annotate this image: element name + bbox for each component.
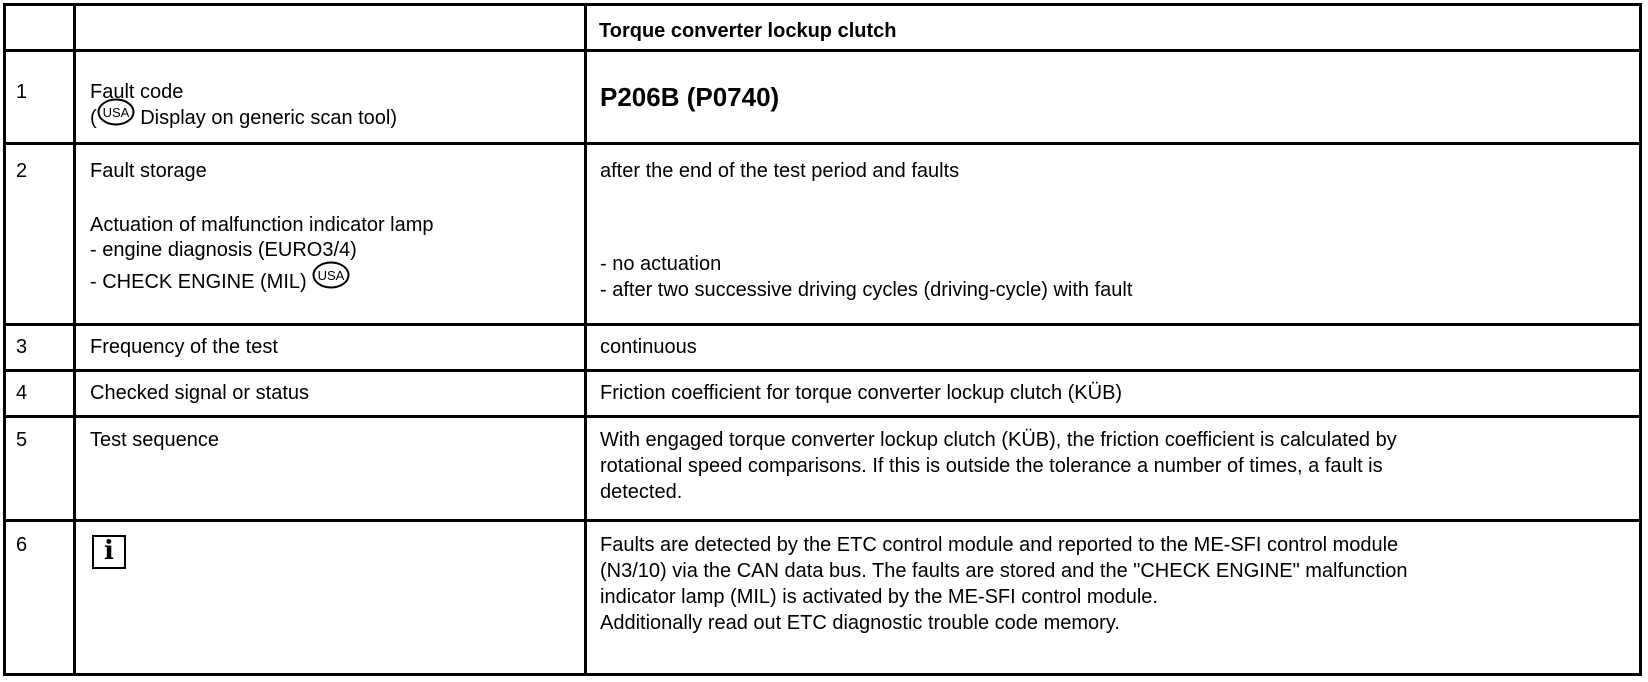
row-divider	[6, 415, 1639, 418]
fault-storage-label: Fault storage	[90, 160, 207, 182]
check-engine-text: - CHECK ENGINE (MIL)	[90, 271, 307, 293]
fault-code-label: Fault code	[90, 81, 184, 103]
row-divider	[6, 323, 1639, 326]
fault-code-sublabel	[90, 106, 397, 130]
check-engine-label	[90, 267, 350, 294]
usa-badge-text: USA	[102, 104, 130, 120]
row-divider	[6, 519, 1639, 522]
row-number: 2	[16, 160, 28, 182]
row-number: 3	[16, 336, 28, 358]
row-number: 4	[16, 382, 28, 404]
fault-code-value: P206B (P0740)	[600, 82, 780, 112]
note-line: Additionally read out ETC diagnostic trouble code memory.	[600, 612, 1120, 634]
note-line: indicator lamp (MIL) is activated by the ME-SFI control module.	[600, 586, 1158, 608]
note-line: (N3/10) via the CAN data bus. The faults are stored and the "CHECK ENGINE" malfunction	[600, 560, 1408, 582]
engine-diagnosis-value: - no actuation	[600, 253, 722, 275]
paren-open: (	[90, 107, 97, 129]
table-header-title: Torque converter lockup clutch	[599, 20, 897, 42]
note-line: Faults are detected by the ETC control module and reported to the ME-SFI control module	[600, 534, 1399, 556]
fault-table	[3, 3, 1642, 676]
row-divider	[6, 142, 1639, 145]
column-divider	[584, 6, 587, 673]
row-number: 5	[16, 429, 28, 451]
test-frequency-value: continuous	[600, 336, 697, 358]
info-icon: i	[92, 535, 126, 569]
usa-badge-text: USA	[317, 267, 345, 283]
row-divider	[6, 49, 1639, 52]
test-sequence-label: Test sequence	[90, 429, 219, 451]
engine-diagnosis-label: - engine diagnosis (EURO3/4)	[90, 239, 357, 261]
test-sequence-line: detected.	[600, 481, 683, 503]
column-divider	[73, 6, 76, 673]
test-sequence-line: rotational speed comparisons. If this is outside the tolerance a number of times, a fault is	[600, 455, 1383, 477]
test-frequency-label: Frequency of the test	[90, 336, 278, 358]
check-engine-value: - after two successive driving cycles (driving-cycle) with fault	[600, 279, 1133, 301]
checked-signal-value: Friction coefficient for torque converter lockup clutch (KÜB)	[600, 382, 1123, 404]
test-sequence-line: With engaged torque converter lockup clutch (KÜB), the friction coefficient is calculated by	[600, 429, 1397, 451]
fault-storage-value: after the end of the test period and faults	[600, 160, 960, 182]
usa-badge-icon	[312, 261, 350, 289]
usa-badge-icon	[97, 98, 135, 126]
checked-signal-label: Checked signal or status	[90, 382, 310, 404]
generic-scan-tool-text: Display on generic scan tool)	[134, 107, 398, 129]
row-number: 1	[16, 81, 28, 103]
row-number: 6	[16, 534, 28, 556]
row-divider	[6, 369, 1639, 372]
mil-actuation-label: Actuation of malfunction indicator lamp	[90, 214, 434, 236]
